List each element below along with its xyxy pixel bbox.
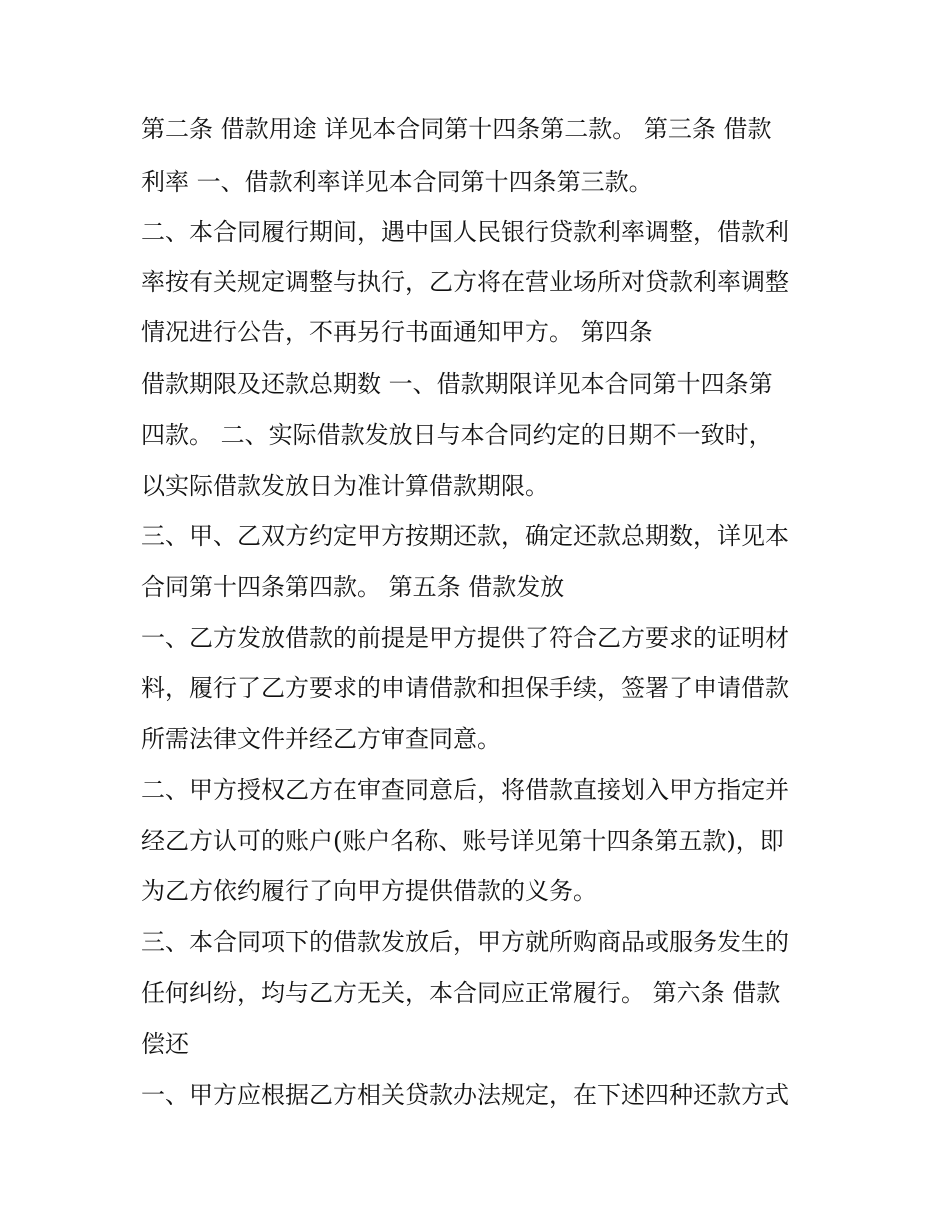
text-line: 为乙方依约履行了向甲方提供借款的义务。 xyxy=(141,877,597,905)
text-line: 三、本合同项下的借款发放后，甲方就所购商品或服务发生的 xyxy=(141,928,789,956)
text-line: 二、甲方授权乙方在审查同意后，将借款直接划入甲方指定并 xyxy=(141,776,789,804)
text-line: 所需法律文件并经乙方审查同意。 xyxy=(141,725,501,753)
text-line: 偿还 xyxy=(141,1030,189,1058)
text-line: 利率 一、借款利率详见本合同第十四条第三款。 xyxy=(141,168,653,196)
text-line: 第二条 借款用途 详见本合同第十四条第二款。 第三条 借款 xyxy=(141,115,772,143)
text-line: 以实际借款发放日为准计算借款期限。 xyxy=(141,472,549,500)
text-line: 三、甲、乙双方约定甲方按期还款，确定还款总期数，详见本 xyxy=(141,522,789,550)
text-line: 四款。 二、实际借款发放日与本合同约定的日期不一致时， xyxy=(141,421,773,449)
text-line: 率按有关规定调整与执行，乙方将在营业场所对贷款利率调整 xyxy=(141,268,789,296)
text-line: 二、本合同履行期间，遇中国人民银行贷款利率调整，借款利 xyxy=(141,218,789,246)
text-line: 一、乙方发放借款的前提是甲方提供了符合乙方要求的证明材 xyxy=(141,624,789,652)
text-line: 情况进行公告，不再另行书面通知甲方。 第四条 xyxy=(141,318,653,346)
text-line: 料，履行了乙方要求的申请借款和担保手续，签署了申请借款 xyxy=(141,674,789,702)
text-line: 任何纠纷，均与乙方无关，本合同应正常履行。 第六条 借款 xyxy=(141,979,781,1007)
text-line: 借款期限及还款总期数 一、借款期限详见本合同第十四条第 xyxy=(141,370,773,398)
text-line: 合同第十四条第四款。 第五条 借款发放 xyxy=(141,573,565,601)
text-line: 一、甲方应根据乙方相关贷款办法规定，在下述四种还款方式 xyxy=(141,1081,789,1109)
text-line: 经乙方认可的账户(账户名称、账号详见第十四条第五款)，即 xyxy=(141,827,784,855)
